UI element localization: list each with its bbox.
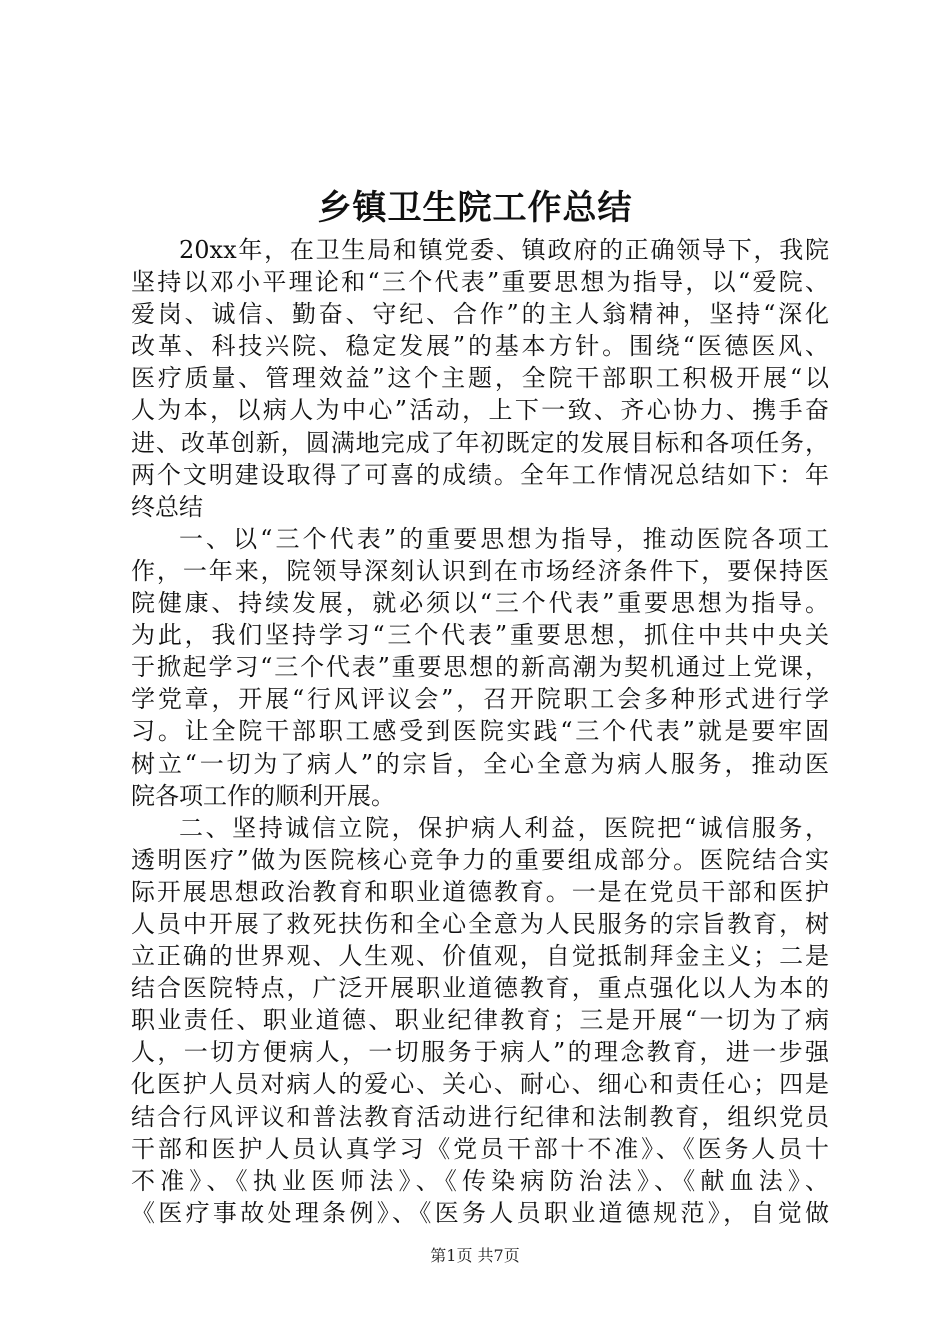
paragraph-line: 二、坚持诚信立院，保护病人利益，医院把“诚信服务，: [179, 813, 829, 842]
paragraph-line: 职业责任、职业道德、职业纪律教育；三是开展“一切为了病: [131, 1006, 829, 1035]
paragraph-line: 结合医院特点，广泛开展职业道德教育，重点强化以人为本的: [131, 974, 829, 1003]
paragraph-line: 一、以“三个代表”的重要思想为指导，推动医院各项工: [179, 524, 829, 553]
page-number: 第1页 共7页: [430, 1246, 520, 1265]
paragraph-line: 两个文明建设取得了可喜的成绩。全年工作情况总结如下：年: [131, 460, 829, 489]
paragraph-line: 进、改革创新，圆满地完成了年初既定的发展目标和各项任务，: [131, 428, 829, 457]
paragraph-line: 于掀起学习“三个代表”重要思想的新高潮为契机通过上党课，: [131, 653, 829, 682]
paragraph-line: 树立“一切为了病人”的宗旨，全心全意为病人服务，推动医: [131, 749, 829, 778]
paragraph-line: 院健康、持续发展，就必须以“三个代表”重要思想为指导。: [131, 589, 829, 618]
paragraph-line: 为此，我们坚持学习“三个代表”重要思想，抓住中共中央关: [131, 621, 829, 650]
paragraph-line: 终总结: [131, 492, 203, 521]
paragraph-line: 医疗质量、管理效益”这个主题，全院干部职工积极开展“以: [131, 364, 829, 393]
paragraph-line: 爱岗、诚信、勤奋、守纪、合作”的主人翁精神，坚持“深化: [131, 300, 829, 329]
paragraph-line: 习。让全院干部职工感受到医院实践“三个代表”就是要牢固: [131, 717, 829, 746]
paragraph-line: 干部和医护人员认真学习《党员干部十不准》、《医务人员十: [131, 1134, 829, 1163]
paragraph-line: 坚持以邓小平理论和“三个代表”重要思想为指导，以“爱院、: [131, 268, 829, 297]
paragraph-line: 结合行风评议和普法教育活动进行纪律和法制教育，组织党员: [131, 1102, 829, 1131]
paragraph-line: 不准》、《执业医师法》、《传染病防治法》、《献血法》、: [131, 1166, 829, 1195]
paragraph-line: 改革、科技兴院、稳定发展”的基本方针。围绕“医德医风、: [131, 332, 829, 361]
paragraph-line: 化医护人员对病人的爱心、关心、耐心、细心和责任心；四是: [131, 1070, 829, 1099]
paragraph-line: 作，一年来，院领导深刻认识到在市场经济条件下，要保持医: [131, 556, 829, 585]
document-body: [131, 234, 829, 1229]
paragraph-line: 院各项工作的顺利开展。: [131, 781, 395, 810]
paragraph-line: 学党章，开展“行风评议会”，召开院职工会多种形式进行学: [131, 685, 829, 714]
paragraph-line: 20xx年，在卫生局和镇党委、镇政府的正确领导下，我院: [179, 236, 829, 264]
paragraph-line: 立正确的世界观、人生观、价值观，自觉抵制拜金主义；二是: [131, 942, 829, 971]
paragraph-line: 《医疗事故处理条例》、《医务人员职业道德规范》，自觉做: [131, 1198, 829, 1227]
paragraph-line: 人，一切方便病人，一切服务于病人”的理念教育，进一步强: [131, 1038, 829, 1067]
paragraph-line: 际开展思想政治教育和职业道德教育。一是在党员干部和医护: [131, 877, 829, 906]
document-title: 乡镇卫生院工作总结: [317, 188, 633, 228]
paragraph-line: 人为本，以病人为中心”活动，上下一致、齐心协力、携手奋: [131, 396, 829, 425]
paragraph-line: 人员中开展了救死扶伤和全心全意为人民服务的宗旨教育，树: [131, 909, 829, 938]
paragraph-line: 透明医疗”做为医院核心竞争力的重要组成部分。医院结合实: [131, 845, 829, 874]
